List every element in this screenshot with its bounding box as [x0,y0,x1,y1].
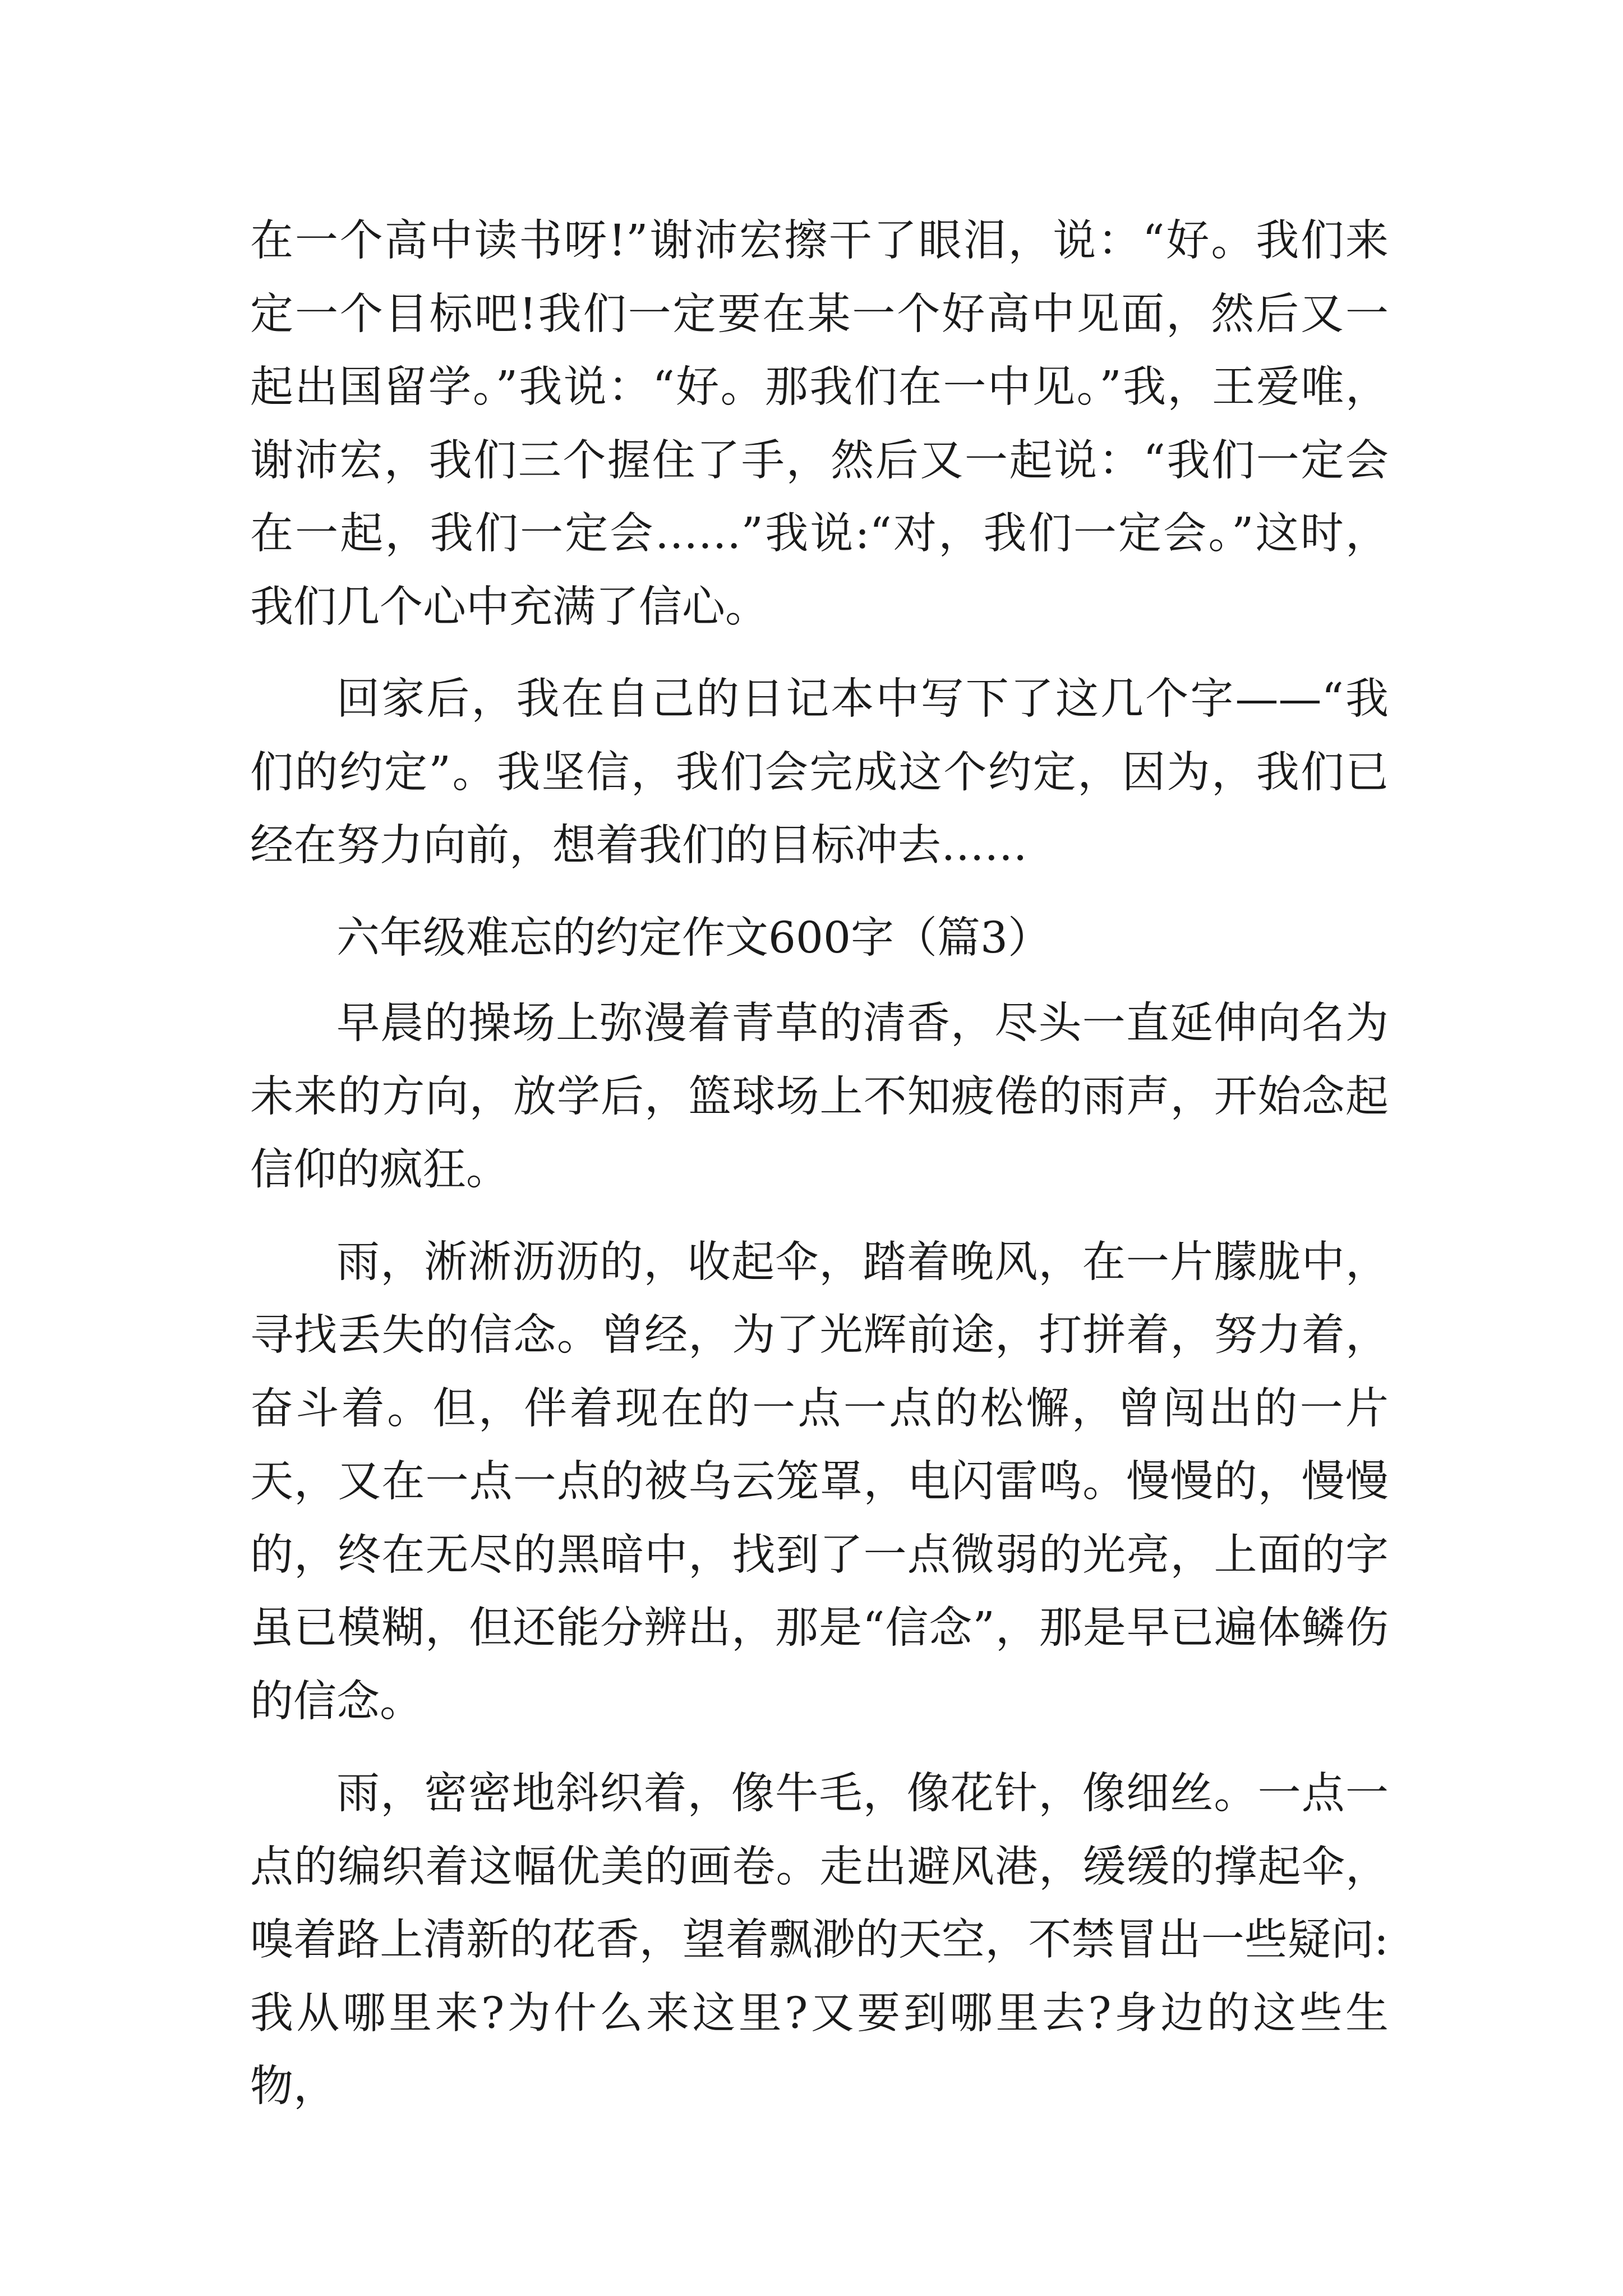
paragraph-rain-weave: 雨，密密地斜织着，像牛毛，像花针，像细丝。一点一点的编织着这幅优美的画卷。走出避风港，缓缓的撑起伞，嗅着路上清新的花香，望着飘渺的天空，不禁冒出一些疑问:我从哪里来?为什么来这里?又要到哪里去?身边的这些生物， [250,1769,1389,2111]
paragraph-rain-belief: 雨，淅淅沥沥的，收起伞，踏着晚风，在一片朦胧中，寻找丢失的信念。曾经，为了光辉前途，打拼着，努力着，奋斗着。但，伴着现在的一点一点的松懈，曾闯出的一片天，又在一点一点的被乌云笼罩，电闪雷鸣。慢慢的，慢慢的，终在无尽的黑暗中，找到了一点微弱的光亮，上面的字虽已模糊，但还能分辨出，那是“信念”，那是早已遍体鳞伤的信念。 [250,1237,1389,1727]
paragraph-diary: 回家后，我在自己的日记本中写下了这几个字——“我们的约定”。我坚信，我们会完成这个约定，因为，我们已经在努力向前，想着我们的目标冲去…… [250,674,1389,871]
section-heading: 六年级难忘的约定作文600字（篇3） [336,913,1051,963]
document-body [250,205,1389,2143]
paragraph-playground: 早晨的操场上弥漫着青草的清香，尽头一直延伸向名为未来的方向，放学后，篮球场上不知疲倦的雨声，开始念起信仰的疯狂。 [250,999,1389,1195]
paragraph-continuation: 在一个高中读书呀!”谢沛宏擦干了眼泪，说：“好。我们来定一个目标吧!我们一定要在某一个好高中见面，然后又一起出国留学。”我说：“好。那我们在一中见。”我，王爱唯，谢沛宏，我们三个握住了手，然后又一起说：“我们一定会在一起，我们一定会……”我说:“对，我们一定会。”这时，我们几个心中充满了信心。 [250,216,1389,632]
